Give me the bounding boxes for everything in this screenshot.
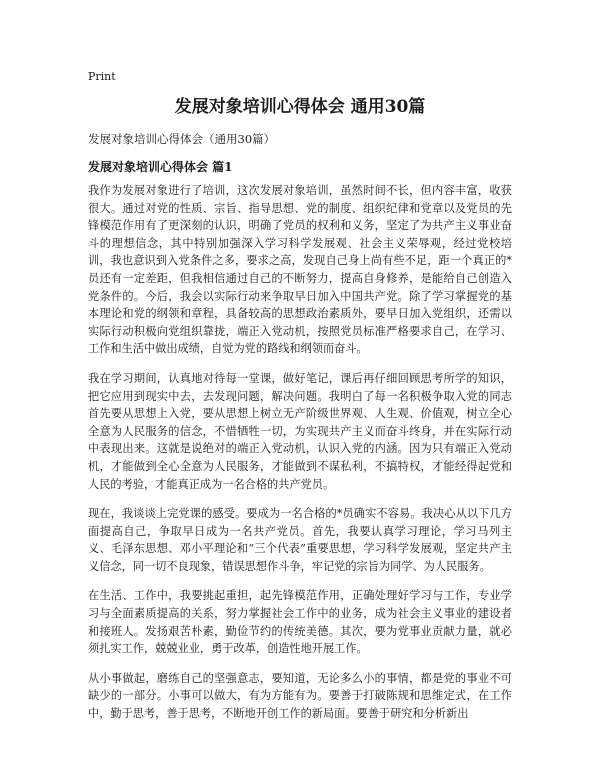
print-link[interactable]: Print bbox=[88, 70, 116, 83]
paragraph-3: 现在，我谈谈上完党课的感受。要成为一名合格的*员确实不容易。我决心从以下几方面提高自己，争取早日成为一名共产党员。首先，我要认真学习理论，学习马列主义、毛泽东思想、邓小平理论和“三个代表”重要思想，学习科学发展观，坚定共产主义信念，同一切不良现象，错误思想作斗争，牢记党的宗旨为同学、为人民服务。 bbox=[88, 507, 512, 573]
document-subtitle: 发展对象培训心得体会（通用30篇） bbox=[88, 132, 276, 146]
paragraph-4: 在生活、工作中，我要挑起重担，起先锋模范作用，正确处理好学习与工作，专业学习与全面素质提高的关系，努力掌握社会工作中的业务，成为社会主义事业的建设者和接班人。发扬艰苦朴素，勤俭节约的传统美德。其次，要为党事业贡献力量，就必须扎实工作，兢兢业业，勇于改革，创造性地开展工作。 bbox=[88, 589, 512, 656]
paragraph-1: 我作为发展对象进行了培训，这次发展对象培训，虽然时间不长，但内容丰富，收获很大。通过对党的性质、宗旨、指导思想、党的制度、组织纪律和党章以及党员的先锋模范作用有了更深刻的认识，明确了党员的权利和义务，坚定了为共产主义事业奋斗的理想信念，其中特别加强深入学习科学发展观、社会主义荣辱观，经过党校培训，我也意识到入党条件之多，要求之高，发现自己身上尚有些不足，距一个真正的*员还有一定差距，但我相信通过自己的不断努力，提高自身修养，是能给自己创造入党条件的。今后，我会以实际行动来争取早日加入中国共产党。除了学习掌握党的基本理论和党的纲领和章程，具备较高的思想政治素质外，要早日加入党组织，还需以实际行动积极向党组织靠拢，端正入党动机，按照党员标准严格要求自己，在学习、工作和生活中做出成绩，自觉为党的路线和纲领而奋斗。 bbox=[88, 184, 512, 356]
document-body bbox=[88, 182, 512, 735]
document-title: 发展对象培训心得体会 通用30篇 bbox=[174, 97, 426, 117]
section-heading: 发展对象培训心得体会 篇1 bbox=[88, 160, 233, 174]
paragraph-5: 从小事做起，磨练自己的坚强意志，要知道，无论多么小的事情，都是党的事业不可缺少的一部分。小事可以做大，有为方能有为。要善于打破陈规和思维定式，在工作中，勤于思考，善于思考，不断地开创工作的新局面。要善于研究和分析新出 bbox=[88, 671, 512, 721]
paragraph-2: 我在学习期间，认真地对待每一堂课，做好笔记，课后再仔细回顾思考所学的知识，把它应用到现实中去，去发现问题，解决问题。我明白了每一名积极争取入党的同志首先要从思想上入党，要从思想上树立无产阶级世界观、人生观、价值观，树立全心全意为人民服务的信念，不惜牺牲一切，为实现共产主义而奋斗终身，并在实际行动中表现出来。这就是说绝对的端正入党动机，认识入党的内涵。因为只有端正入党动机，才能做到全心全意为人民服务，才能做到不谋私利，不搞特权，才能经得起党和人民的考验，才能真正成为一名合格的共产党员。 bbox=[88, 371, 512, 491]
